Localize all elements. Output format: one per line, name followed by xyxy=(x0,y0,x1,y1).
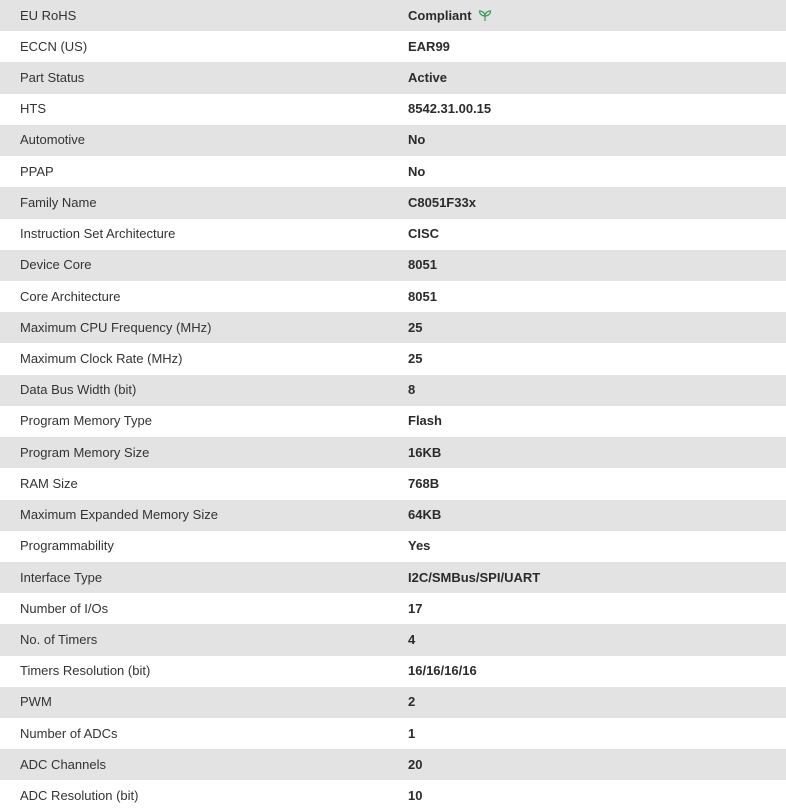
spec-value: C8051F33x xyxy=(408,194,476,210)
spec-row-core-architecture xyxy=(0,281,786,312)
spec-label: Core Architecture xyxy=(20,288,121,304)
spec-label: Part Status xyxy=(20,70,85,86)
spec-row-adc-resolution xyxy=(0,780,786,811)
spec-label: Data Bus Width (bit) xyxy=(20,382,137,398)
spec-value: Yes xyxy=(408,538,431,554)
spec-value: No xyxy=(408,132,426,148)
spec-row-eu-rohs xyxy=(0,0,786,31)
spec-row-hts xyxy=(0,94,786,125)
spec-value: No xyxy=(408,163,426,179)
spec-label: Program Memory Type xyxy=(20,413,152,429)
spec-label: Device Core xyxy=(20,257,92,273)
spec-row-max-cpu-frequency xyxy=(0,312,786,343)
spec-label: Maximum CPU Frequency (MHz) xyxy=(20,319,212,335)
spec-label: Family Name xyxy=(20,194,97,210)
spec-row-number-of-timers xyxy=(0,624,786,655)
spec-row-interface-type xyxy=(0,562,786,593)
spec-row-timers-resolution xyxy=(0,656,786,687)
spec-value: 16/16/16/16 xyxy=(408,663,477,679)
spec-value: 8051 xyxy=(408,257,437,273)
spec-value: 2 xyxy=(408,694,416,710)
spec-value: Active xyxy=(408,70,448,86)
spec-label: Programmability xyxy=(20,538,114,554)
spec-label: ADC Channels xyxy=(20,756,106,772)
spec-label: Automotive xyxy=(20,132,86,148)
spec-row-ram-size xyxy=(0,468,786,499)
spec-value: Flash xyxy=(408,413,442,429)
spec-value xyxy=(408,0,786,31)
spec-label: Number of ADCs xyxy=(20,725,118,741)
spec-label: ADC Resolution (bit) xyxy=(20,788,139,804)
spec-label: Program Memory Size xyxy=(20,444,150,460)
spec-value: 20 xyxy=(408,756,423,772)
spec-row-number-of-ios xyxy=(0,593,786,624)
spec-value: 64KB xyxy=(408,507,442,523)
spec-row-family-name xyxy=(0,187,786,218)
spec-label: Number of I/Os xyxy=(20,600,109,616)
spec-label: Instruction Set Architecture xyxy=(20,226,176,242)
spec-row-max-expanded-memory xyxy=(0,500,786,531)
spec-row-program-memory-type xyxy=(0,406,786,437)
spec-row-max-clock-rate xyxy=(0,343,786,374)
spec-value: 8 xyxy=(408,382,416,398)
spec-label: Maximum Expanded Memory Size xyxy=(20,507,218,523)
spec-value: 25 xyxy=(408,351,423,367)
spec-value: 10 xyxy=(408,788,423,804)
spec-value: I2C/SMBus/SPI/UART xyxy=(408,569,541,585)
spec-row-number-of-adcs xyxy=(0,718,786,749)
spec-value: EAR99 xyxy=(408,38,450,54)
spec-label: Interface Type xyxy=(20,569,103,585)
spec-row-adc-channels xyxy=(0,749,786,780)
spec-label: Timers Resolution (bit) xyxy=(20,663,151,679)
spec-label: PPAP xyxy=(20,163,54,179)
spec-value: 16KB xyxy=(408,444,442,460)
spec-label: RAM Size xyxy=(20,475,78,491)
spec-value-text: Compliant xyxy=(408,7,472,23)
spec-row-ppap xyxy=(0,156,786,187)
spec-value: 4 xyxy=(408,631,416,647)
spec-value: 8051 xyxy=(408,288,437,304)
spec-row-part-status xyxy=(0,62,786,93)
spec-label: HTS xyxy=(20,101,46,117)
spec-value: 25 xyxy=(408,319,423,335)
spec-label: EU RoHS xyxy=(20,7,77,23)
spec-label: ECCN (US) xyxy=(20,38,88,54)
spec-label: No. of Timers xyxy=(20,631,98,647)
spec-value: CISC xyxy=(408,226,440,242)
spec-row-program-memory-size xyxy=(0,437,786,468)
spec-row-data-bus-width xyxy=(0,375,786,406)
spec-label: PWM xyxy=(20,694,52,710)
spec-value: 8542.31.00.15 xyxy=(408,101,492,117)
spec-row-instruction-set xyxy=(0,219,786,250)
spec-value: 1 xyxy=(408,725,416,741)
leaf-icon xyxy=(478,10,492,22)
spec-label: Maximum Clock Rate (MHz) xyxy=(20,351,183,367)
spec-value: 768B xyxy=(408,475,440,491)
spec-value: 17 xyxy=(408,600,423,616)
spec-row-pwm xyxy=(0,687,786,718)
spec-row-programmability xyxy=(0,531,786,562)
spec-row-device-core xyxy=(0,250,786,281)
spec-row-automotive xyxy=(0,125,786,156)
spec-row-eccn xyxy=(0,31,786,62)
